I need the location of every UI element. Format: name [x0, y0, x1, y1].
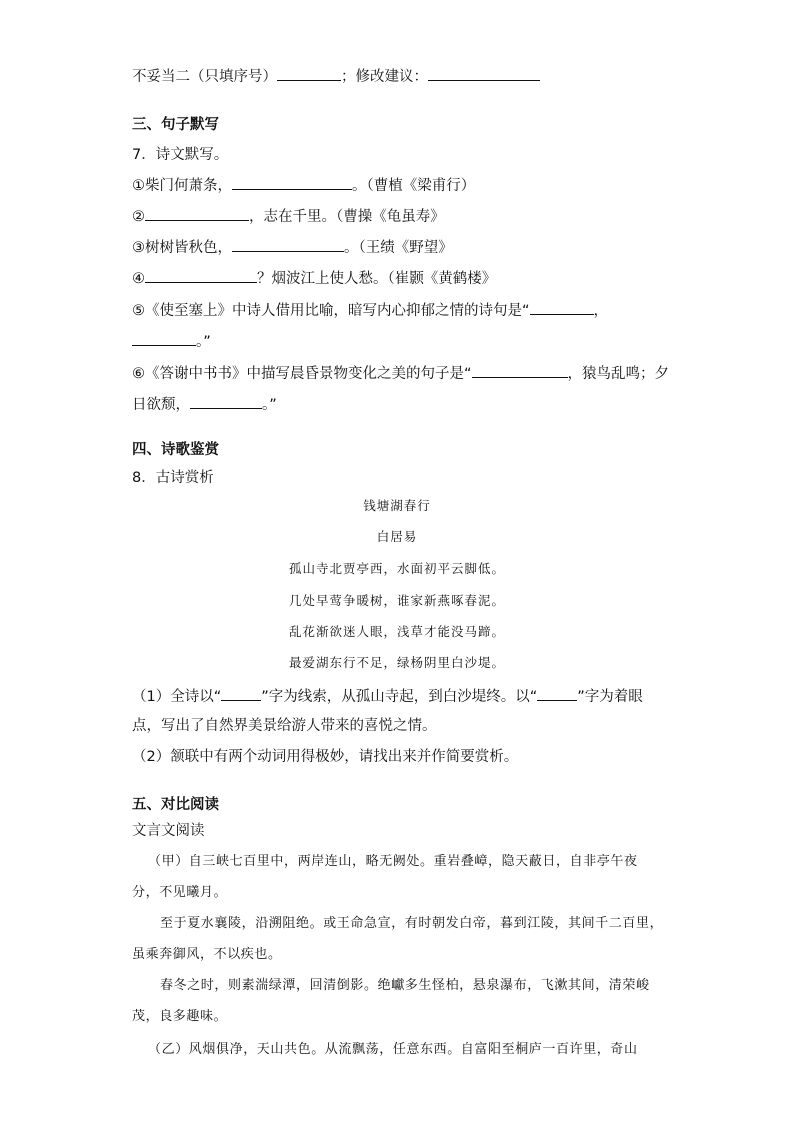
answer-blank[interactable]	[232, 175, 352, 190]
prose-line: 茂，良多趣味。	[132, 1009, 228, 1024]
item-text: ③树树皆秋色，	[132, 240, 232, 256]
item-text: ？烟波江上使人愁。（崔颢《黄鹤楼》	[257, 271, 497, 287]
poem-title: 钱塘湖春行	[363, 498, 431, 513]
sub-question-2: （2）颔联中有两个动词用得极妙，请找出来并作简要赏析。	[132, 749, 519, 765]
sub-question-1	[132, 686, 643, 707]
item-6-cont	[132, 394, 277, 415]
item-text: ”字为线索，从孤山寺起，到白沙堤终。以“	[261, 689, 538, 705]
section-5-heading: 五、对比阅读	[132, 797, 219, 813]
item-1	[132, 175, 475, 196]
prose-line: （乙）风烟俱净，天山共色。从流飘荡，任意东西。自富阳至桐庐一百许里，奇山	[148, 1042, 638, 1057]
answer-blank[interactable]	[221, 686, 261, 701]
question-7-label: 7．诗文默写。	[132, 147, 229, 163]
item-2	[132, 206, 445, 227]
section-5-subtitle: 文言文阅读	[132, 823, 205, 839]
q6-prefix: 不妥当二（只填序号）	[132, 69, 277, 85]
answer-blank[interactable]	[530, 300, 594, 315]
answer-blank[interactable]	[472, 363, 568, 378]
prose-line: 春冬之时，则素湍绿潭，回清倒影。绝巘多生怪柏，悬泉瀑布，飞漱其间，清荣峻	[160, 978, 650, 993]
prose-line: 分，不见曦月。	[132, 885, 228, 900]
question-8-label: 8．古诗赏析	[132, 470, 214, 486]
item-text: 。（王绩《野望》	[344, 240, 453, 256]
item-5	[132, 300, 608, 321]
item-text: 。”	[262, 397, 277, 413]
section-3-heading: 三、句子默写	[132, 117, 219, 133]
item-4	[132, 268, 496, 289]
answer-blank[interactable]	[537, 686, 577, 701]
item-text: ”字为着眼	[577, 689, 643, 705]
item-6	[132, 363, 669, 384]
sub-question-1-cont: 点，写出了自然界美景给游人带来的喜悦之情。	[132, 718, 437, 734]
answer-blank[interactable]	[232, 237, 344, 252]
item-text: ，	[593, 303, 609, 319]
section-4-heading: 四、诗歌鉴赏	[132, 442, 219, 458]
question-6-tail	[132, 66, 540, 87]
item-text: ，猿鸟乱鸣；夕	[567, 366, 670, 382]
item-text: ⑥《答谢中书书》中描写晨昏景物变化之美的句子是“	[132, 366, 472, 382]
answer-blank[interactable]	[145, 206, 249, 221]
item-text: ，志在千里。（曹操《龟虽寿》	[249, 209, 445, 225]
answer-blank[interactable]	[190, 394, 262, 409]
item-text: ⑤《使至塞上》中诗人借用比喻，暗写内心抑郁之情的诗句是“	[132, 303, 530, 319]
prose-line: （甲）自三峡七百里中，两岸连山，略无阙处。重岩叠嶂，隐天蔽日，自非亭午夜	[148, 854, 638, 869]
answer-blank[interactable]	[277, 66, 341, 81]
q6-mid: ；修改建议：	[341, 69, 428, 85]
prose-line: 至于夏水襄陵，沿溯阻绝。或王命急宣，有时朝发白帝，暮到江陵，其间千二百里，	[160, 916, 664, 931]
poem-author: 白居易	[376, 529, 418, 544]
item-text: ②	[132, 209, 145, 225]
poem-line: 乱花渐欲迷人眼，浅草才能没马蹄。	[288, 624, 505, 639]
item-3	[132, 237, 453, 258]
item-text: 。”	[196, 334, 211, 350]
item-text: 。（曹植《梁甫行）	[352, 178, 476, 194]
answer-blank[interactable]	[145, 268, 257, 283]
item-text: （1）全诗以“	[132, 689, 222, 705]
item-5-cont	[132, 331, 211, 352]
answer-blank[interactable]	[428, 66, 540, 81]
item-text: 日欲颓，	[132, 397, 190, 413]
poem-line: 最爱湖东行不足，绿杨阴里白沙堤。	[288, 655, 505, 670]
item-text: ④	[132, 271, 145, 287]
answer-blank[interactable]	[132, 331, 196, 346]
poem-line: 几处早莺争暖树，谁家新燕啄春泥。	[288, 593, 505, 608]
prose-line: 虽乘奔御风，不以疾也。	[132, 947, 282, 962]
item-text: ①柴门何萧条，	[132, 178, 232, 194]
poem-line: 孤山寺北贾亭西，水面初平云脚低。	[288, 561, 505, 576]
